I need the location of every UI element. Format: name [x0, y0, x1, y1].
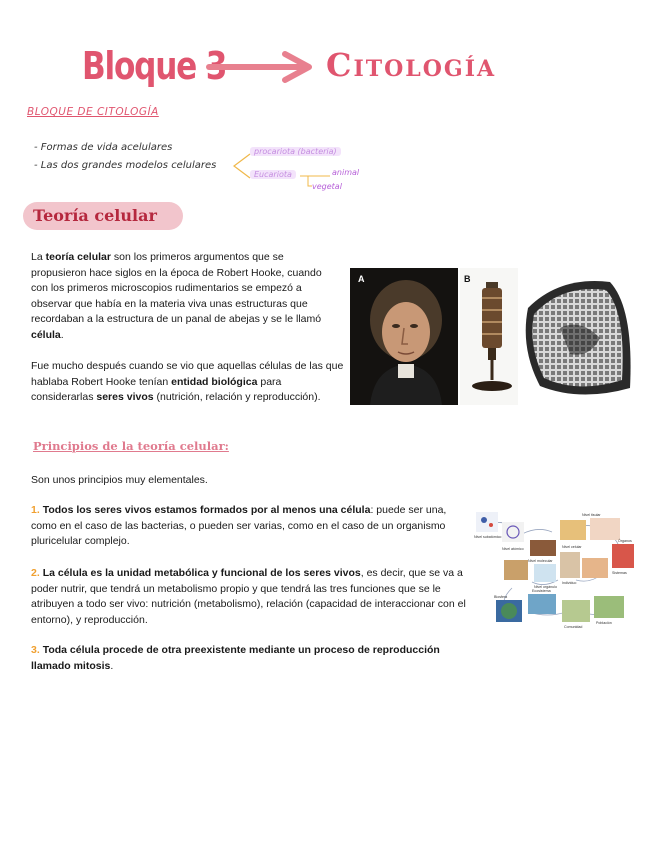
principle-item-2: 2. La célula es la unidad metabólica y funcional de los seres vivos, es decir, que se va a poder nutrir, que tendrá un metabolismo propio y que tendrá las tres funciones que se le atribuyen a todo ser vivo: nutrición (metabolismo), relación (capacidad de interaccionar con el entorno), y reproducción. [31, 567, 466, 626]
notes-line-2: - Las dos grandes modelos celulares [34, 160, 217, 171]
principle-item-3: 3. Toda célula procede de otra preexistente mediante un proceso de reproducción llamado mitosis. [31, 644, 440, 672]
organization-levels-diagram [472, 508, 640, 636]
block-label: Bloque 3 [82, 44, 227, 88]
page-title: Citología [326, 46, 497, 84]
diagram-label-tisular: Nivel tisular [582, 513, 601, 517]
intro-paragraph-1: La teoría celular son los primeros argumentos que se propusieron hace siglos en la época de Robert Hooke, cuando con los primeros microscopios rudimentarios se empezó a observar que había en la materia viva unas estructuras que recordaban a la estructura de un panal de abejas y se le llamó célula. [31, 251, 322, 341]
note-eucariota: Eucariota [250, 170, 296, 179]
panel-label-c: C [568, 274, 575, 284]
diagram-label-organulo: Nivel orgánulo [534, 585, 557, 589]
section-title: Teoría celular [33, 206, 157, 225]
principle-item-1: 1. Todos los seres vivos estamos formados por al menos una célula: puede ser una, como en el caso de las bacterias, o pueden ser varias, como en el caso de un organismo pluricelular complejo. [31, 504, 447, 547]
diagram-label-molecular: Nivel molecular [528, 559, 553, 563]
robert-hooke-portrait [350, 268, 458, 405]
diagram-label-poblacion: Población [596, 621, 612, 625]
note-animal: animal [332, 168, 360, 177]
diagram-label-atomico: Nivel atómico [502, 547, 524, 551]
diagram-label-sistemas: Sistemas [612, 571, 627, 575]
principles-heading: Principios de la teoría celular: [33, 439, 229, 453]
note-vegetal: vegetal [312, 182, 342, 191]
cork-cells-drawing [520, 268, 634, 405]
diagram-label-ecosistema: Ecosistema [532, 589, 551, 593]
diagram-label-subatomico: Nivel subatómico [474, 535, 502, 539]
panel-label-a: A [358, 274, 365, 284]
diagram-label-celular: Nivel celular [562, 545, 582, 549]
diagram-label-individuo: Individuo [562, 581, 577, 585]
diagram-label-comunidad: Comunidad [564, 625, 583, 629]
panel-label-b: B [464, 274, 471, 284]
notes-line-1: - Formas de vida acelulares [34, 142, 173, 153]
notes-subtitle: BLOQUE DE CITOLOGÍA [27, 106, 159, 118]
diagram-label-organos: Órganos [618, 539, 632, 543]
principles-intro: Son unos principios muy elementales. [31, 474, 208, 486]
diagram-label-biosfera: Biosfera [494, 595, 508, 599]
arrow-right-icon [205, 50, 317, 84]
note-procariota: procariota (bacteria) [250, 147, 341, 156]
microscope-image [460, 268, 518, 405]
intro-paragraph-2: Fue mucho después cuando se vio que aquellas células de las que hablaba Robert Hooke tenían entidad biológica para considerarlas seres vivos (nutrición, relación y reproducción). [31, 360, 344, 403]
